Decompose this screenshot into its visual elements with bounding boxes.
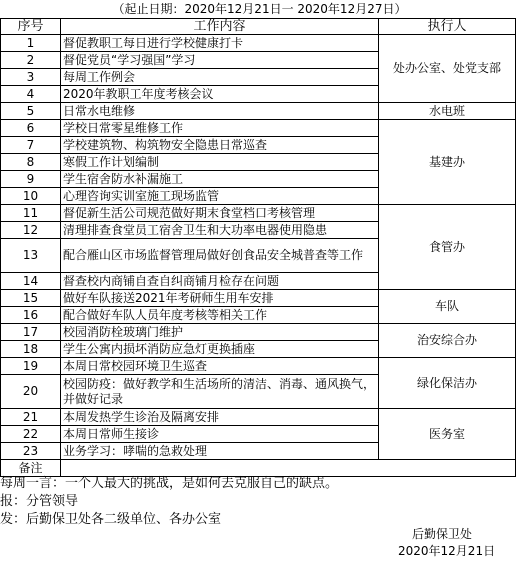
- weekly-schedule-table: [0, 18, 516, 477]
- issuer-name: 后勤保卫处: [412, 527, 473, 541]
- row-task: 学校建筑物、构筑物安全隐患日常巡查: [61, 137, 379, 154]
- row-task: 督促新生活公司规范做好期末食堂档口考核管理: [61, 205, 379, 222]
- remarks-row: [1, 460, 516, 477]
- date-range-caption: （起止日期：2020年12月21日一 2020年12月27日）: [112, 2, 407, 16]
- row-task: 寒假工作计划编制: [61, 154, 379, 171]
- owner-cell-security: 治安综合办: [379, 324, 516, 358]
- row-number: 14: [1, 273, 61, 290]
- row-number: 11: [1, 205, 61, 222]
- row-number: 16: [1, 307, 61, 324]
- header-no: 序号: [1, 19, 61, 35]
- table-row: [1, 205, 516, 222]
- header-task: 工作内容: [61, 19, 379, 35]
- row-number: 20: [1, 375, 61, 409]
- row-task: 校园防疫：做好教学和生活场所的清洁、消毒、通风换气，并做好记录: [61, 375, 379, 409]
- table-row: [1, 324, 516, 341]
- row-number: 13: [1, 239, 61, 273]
- table-row: [1, 290, 516, 307]
- row-task: 学生宿舍防水补漏施工: [61, 171, 379, 188]
- remarks-label: 备注: [1, 460, 61, 477]
- issue-date: 2020年12月21日: [398, 544, 496, 558]
- table-row: [1, 35, 516, 52]
- owner-cell-clinic: 医务室: [379, 409, 516, 460]
- row-task: 督查校内商铺自查自纠商铺月检存在问题: [61, 273, 379, 290]
- row-number: 9: [1, 171, 61, 188]
- header-row: [1, 19, 516, 35]
- row-number: 18: [1, 341, 61, 358]
- row-number: 8: [1, 154, 61, 171]
- row-task: 心理咨询实训室施工现场监管: [61, 188, 379, 205]
- row-task: 校园消防栓玻璃门维护: [61, 324, 379, 341]
- row-number: 7: [1, 137, 61, 154]
- header-owner: 执行人: [379, 19, 516, 35]
- row-number: 19: [1, 358, 61, 375]
- row-number: 22: [1, 426, 61, 443]
- table-row: [1, 120, 516, 137]
- row-task: 督促教职工每日进行学校健康打卡: [61, 35, 379, 52]
- row-task: 配合雁山区市场监督管理局做好创食品安全城普查等工作: [61, 239, 379, 273]
- row-number: 15: [1, 290, 61, 307]
- row-number: 6: [1, 120, 61, 137]
- weekly-quote: 每周一言：一个人最大的挑战，是如何去克服自己的缺点。: [0, 476, 339, 491]
- row-task: 2020年教职工年度考核会议: [61, 86, 379, 103]
- owner-cell-greening: 绿化保洁办: [379, 358, 516, 409]
- row-number: 3: [1, 69, 61, 86]
- row-task: 学校日常零星维修工作: [61, 120, 379, 137]
- row-task: 本周日常校园环境卫生巡查: [61, 358, 379, 375]
- table-row: [1, 103, 516, 120]
- row-task: 每周工作例会: [61, 69, 379, 86]
- row-number: 1: [1, 35, 61, 52]
- row-number: 12: [1, 222, 61, 239]
- row-task: 日常水电维修: [61, 103, 379, 120]
- row-number: 23: [1, 443, 61, 460]
- row-task: 做好车队接送2021年考研师生用车安排: [61, 290, 379, 307]
- row-number: 2: [1, 52, 61, 69]
- owner-cell-utilities: 水电班: [379, 103, 516, 120]
- table-row: [1, 358, 516, 375]
- row-task: 本周发热学生诊治及隔离安排: [61, 409, 379, 426]
- remarks-value: [61, 460, 516, 477]
- row-number: 10: [1, 188, 61, 205]
- row-task: 督促党员“学习强国”学习: [61, 52, 379, 69]
- row-task: 配合做好车队人员年度考核等相关工作: [61, 307, 379, 324]
- row-task: 学生公寓内损坏消防应急灯更换插座: [61, 341, 379, 358]
- row-number: 4: [1, 86, 61, 103]
- send-to-line: 发：后勤保卫处各二级单位、各办公室: [0, 512, 222, 527]
- row-task: 业务学习：哮喘的急救处理: [61, 443, 379, 460]
- report-to-line: 报：分管领导: [0, 494, 79, 509]
- row-number: 5: [1, 103, 61, 120]
- row-number: 17: [1, 324, 61, 341]
- owner-cell-construction: 基建办: [379, 120, 516, 205]
- row-number: 21: [1, 409, 61, 426]
- table-row: [1, 409, 516, 426]
- owner-cell-fleet: 车队: [379, 290, 516, 324]
- row-task: 清理排查食堂员工宿舍卫生和大功率电器使用隐患: [61, 222, 379, 239]
- row-task: 本周日常师生接诊: [61, 426, 379, 443]
- owner-cell-office: 处办公室、处党支部: [379, 35, 516, 103]
- owner-cell-canteen: 食管办: [379, 205, 516, 290]
